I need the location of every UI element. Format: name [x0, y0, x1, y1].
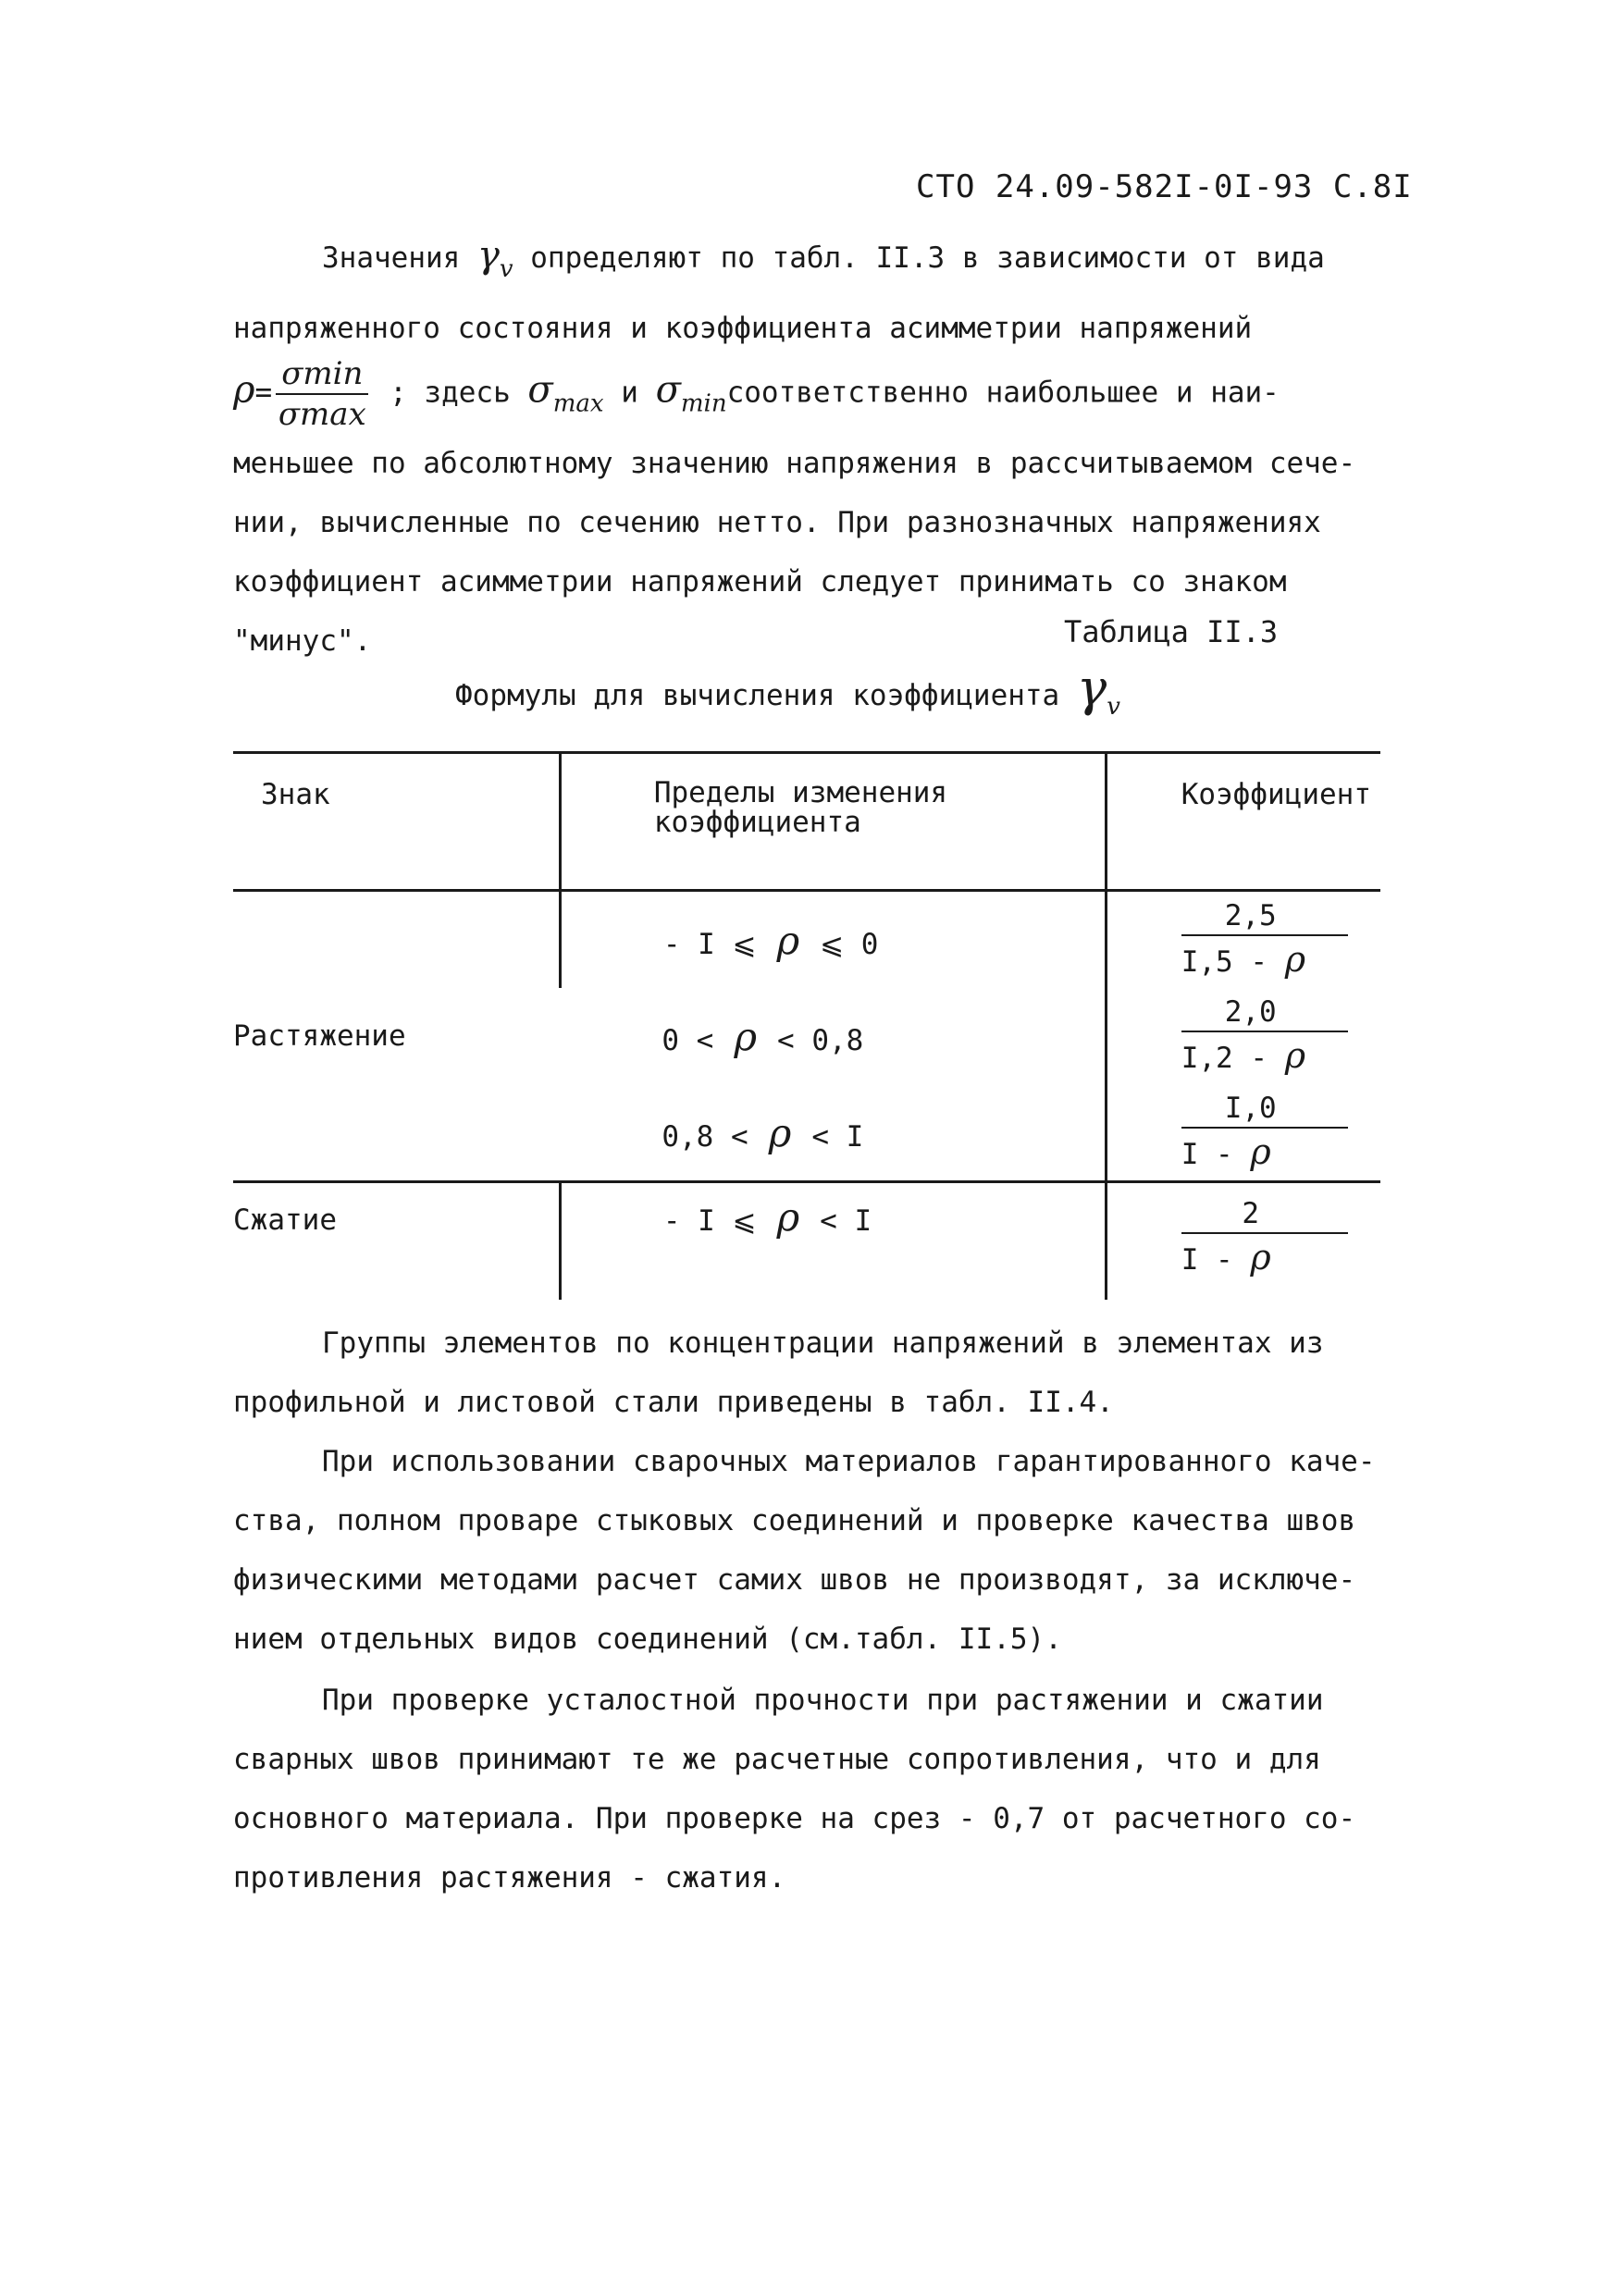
text-line: противления растяжения - сжатия.: [233, 1861, 786, 1895]
text-line: [233, 226, 1436, 299]
rho-symbol: ρ: [1284, 1034, 1306, 1076]
fraction-denominator: σmax: [278, 396, 366, 433]
text-line: Группы элементов по концентрации напряжений в элементах из: [322, 1327, 1324, 1360]
range-right: < I: [811, 1119, 864, 1154]
rho-symbol: ρ: [1250, 1237, 1271, 1278]
coefficient-table: [233, 751, 1380, 1300]
range-cell: [560, 1182, 1106, 1301]
rho-symbol: ρ: [776, 917, 800, 963]
fraction-denominator: [1181, 1234, 1348, 1278]
formula-line: [233, 355, 1436, 434]
fraction-denominator: [1181, 936, 1348, 980]
gamma-subscript: v: [499, 255, 513, 283]
gamma-symbol: γ: [476, 234, 500, 277]
fraction-denominator: [1181, 1129, 1348, 1172]
text-line: профильной и листовой стали приведены в табл. II.4.: [233, 1386, 1114, 1419]
range-right: < 0,8: [777, 1023, 864, 1057]
gamma-symbol: γ: [1076, 659, 1107, 717]
text-run: определяют по табл. II.3 в зависимости от вида: [530, 241, 1325, 275]
text-line: нием отдельных видов соединений (см.табл. II.5).: [233, 1623, 1062, 1656]
sign-cell: Сжатие: [233, 1204, 337, 1237]
range-right: < I: [820, 1204, 872, 1238]
table-row: [233, 1182, 1380, 1301]
range-left: 0,8 <: [662, 1119, 748, 1154]
text-line: основного материала. При проверке на срез - 0,7 от расчетного со-: [233, 1802, 1356, 1835]
header-coefficient: Коэффициент: [1106, 753, 1380, 891]
page-header: СТО 24.09-582I-0I-93 С.8I: [916, 168, 1413, 205]
asymmetry-fraction: [276, 355, 368, 433]
table-title: [455, 659, 1120, 721]
range-left: - I ⩽: [662, 927, 757, 961]
fraction-numerator: 2: [1181, 1200, 1348, 1234]
coefficient-cell: [1106, 891, 1380, 989]
range-left: - I ⩽: [662, 1204, 757, 1238]
sign-cell: Растяжение: [233, 1019, 406, 1053]
rho-symbol: ρ: [768, 1109, 792, 1155]
paragraph-element-groups: [233, 1314, 1436, 1432]
coefficient-cell: [1106, 988, 1380, 1084]
paragraph-welding-materials: [233, 1432, 1436, 1669]
denominator-text: I,5 -: [1181, 944, 1268, 979]
text-line: коэффициент асимметрии напряжений следует принимать со знаком: [233, 564, 1287, 599]
table-header-row: [233, 753, 1380, 891]
header-range-line: коэффициента: [653, 806, 861, 839]
text-line: нии, вычисленные по сечению нетто. При разнозначных напряжениях: [233, 505, 1321, 539]
sigma-subscript: min: [680, 389, 727, 418]
range-cell: [560, 988, 1106, 1084]
fraction-numerator: σmin: [276, 358, 368, 395]
text-line: ства, полном проваре стыковых соединений и проверке качества швов: [233, 1504, 1356, 1537]
text-line: "минус".: [233, 623, 372, 658]
text-line: сварных швов принимают те же расчетные сопротивления, что и для: [233, 1743, 1321, 1776]
coefficient-fraction: [1181, 1197, 1348, 1278]
coefficient-fraction: [1181, 994, 1348, 1076]
range-cell: [560, 1084, 1106, 1182]
range-cell: [560, 891, 1106, 989]
denominator-text: I,2 -: [1181, 1041, 1268, 1075]
header-sign: Знак: [261, 778, 330, 811]
rho-symbol: ρ: [1250, 1130, 1271, 1172]
table-caption: Таблица II.3: [1064, 614, 1279, 649]
denominator-text: I -: [1181, 1137, 1233, 1171]
rho-symbol: ρ: [1284, 938, 1306, 980]
coefficient-cell: [1106, 1182, 1380, 1301]
gamma-subscript: v: [1107, 693, 1120, 721]
sigma-symbol: σ: [655, 368, 681, 412]
range-left: 0 <: [662, 1023, 714, 1057]
text-line: напряженного состояния и коэффициента асимметрии напряжений: [233, 312, 1253, 345]
text-run: ; здесь: [390, 376, 511, 410]
paragraph-fatigue-check: [233, 1671, 1436, 1907]
table-title-text: Формулы для вычисления коэффициента: [455, 679, 1060, 712]
rho-symbol: ρ: [776, 1194, 800, 1240]
rho-symbol: ρ: [233, 368, 255, 412]
sigma-symbol: σ: [527, 368, 553, 412]
coefficient-fraction: [1181, 1091, 1348, 1172]
header-range-line: Пределы изменения: [653, 776, 948, 809]
denominator-text: I -: [1181, 1243, 1233, 1277]
text-run: и: [621, 376, 638, 410]
text-line: При проверке усталостной прочности при растяжении и сжатии: [322, 1684, 1324, 1717]
coefficient-fraction: [1181, 898, 1348, 980]
paragraph-gamma-definition: [233, 226, 1436, 671]
text-run: Значения: [322, 241, 461, 275]
range-right: ⩽ 0: [820, 927, 879, 961]
rho-symbol: ρ: [734, 1013, 758, 1059]
table-row: [233, 891, 1380, 989]
text-line: При использовании сварочных материалов гарантированного каче-: [322, 1445, 1376, 1478]
fraction-numerator: 2,0: [1181, 998, 1348, 1032]
fraction-numerator: I,0: [1181, 1094, 1348, 1129]
fraction-numerator: 2,5: [1181, 902, 1348, 936]
coefficient-cell: [1106, 1084, 1380, 1182]
equals-sign: =: [254, 376, 273, 410]
text-line: меньшее по абсолютному значению напряжения в рассчитываемом сече-: [233, 446, 1356, 480]
header-range: [560, 753, 1106, 891]
sigma-subscript: max: [552, 389, 604, 418]
text-line: физическими методами расчет самих швов не производят, за исключе-: [233, 1563, 1356, 1597]
fraction-denominator: [1181, 1032, 1348, 1076]
text-run: соответственно наибольшее и наи-: [726, 376, 1280, 410]
